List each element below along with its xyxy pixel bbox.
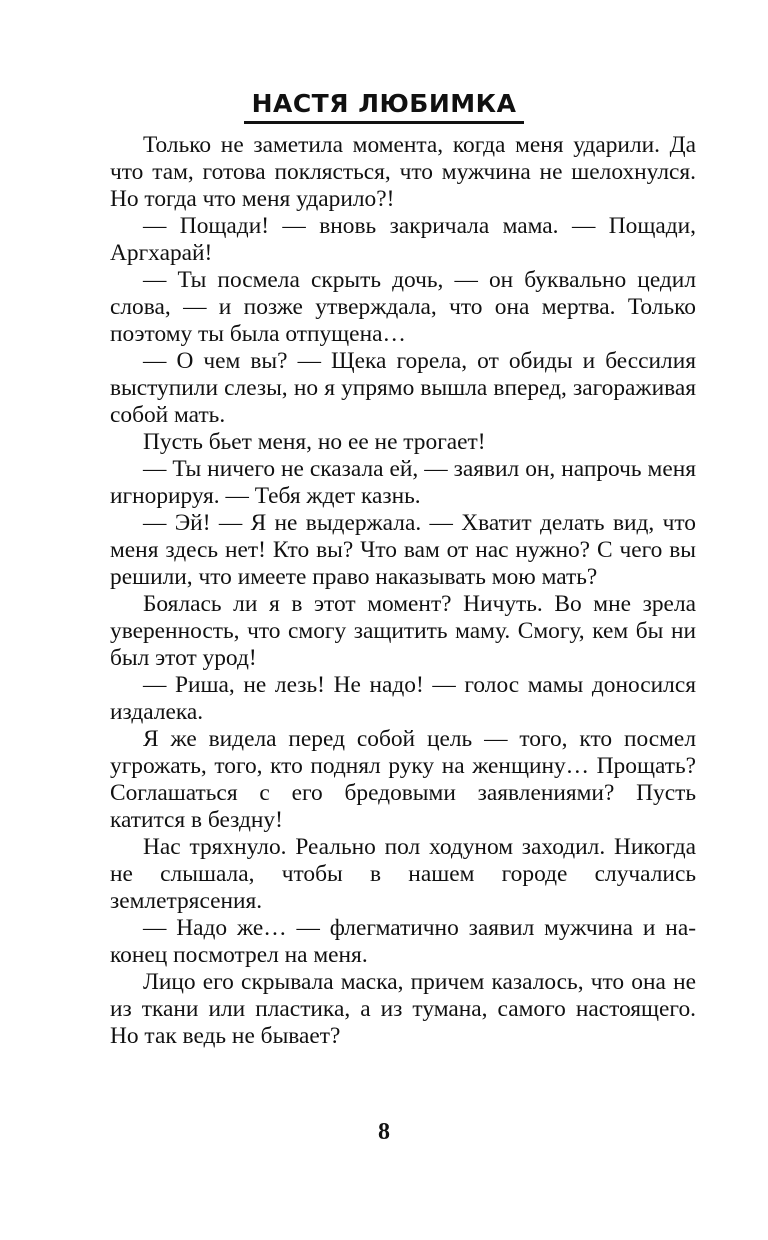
- paragraph: Пусть бьет меня, но ее не трогает!: [143, 429, 486, 455]
- paragraph: — О чем вы? — Щека горела, от обиды и бессилия выступили слезы, но я упрямо вышла вперед, загораживая собой мать.: [110, 348, 696, 428]
- paragraph: Только не заметила момента, когда меня ударили. Да что там, готова поклясться, что мужчина не шелохнулся. Но тогда что меня ударило?!: [110, 132, 696, 212]
- running-head-title: НАСТЯ ЛЮБИМКА: [244, 88, 525, 124]
- paragraph: Боялась ли я в этот момент? Ничуть. Во мне зрела уверенность, что смогу защитить маму. Смогу, кем бы ни был этот урод!: [110, 591, 696, 671]
- paragraph: — Риша, не лезь! Не надо! — голос мамы доносился издалека.: [110, 672, 696, 725]
- paragraph: — Эй! — Я не выдержала. — Хватит делать вид, что меня здесь нет! Кто вы? Что вам от нас нужно? С чего вы решили, что имеете право наказывать мою мать?: [110, 510, 696, 590]
- running-head: [0, 88, 768, 124]
- paragraph: — Ты посмела скрыть дочь, — он буквально цедил слова, — и позже утверждала, что она мертва. Только поэтому ты была отпущена…: [110, 267, 696, 347]
- page-number: 8: [378, 1119, 390, 1145]
- paragraph: — Ты ничего не сказала ей, — заявил он, напрочь меня игнорируя. — Тебя ждет казнь.: [110, 456, 696, 509]
- paragraph: Лицо его скрывала маска, причем казалось, что она не из ткани или пластика, а из тумана, самого настоящего. Но так ведь не бывает?: [110, 969, 696, 1049]
- body-text: [110, 132, 696, 1050]
- paragraph: Я же видела перед собой цель — того, кто посмел угрожать, того, кто поднял руку на женщину… Прощать? Соглашаться с его бредовыми заявлениями? Пусть катится в бездну!: [110, 726, 696, 833]
- paragraph: Нас тряхнуло. Реально пол ходуном заходил. Никогда не слышала, чтобы в нашем городе случались землетрясения.: [110, 834, 696, 914]
- paragraph: — Надо же… — флегматично заявил мужчина и наконец посмотрел на меня.: [110, 915, 696, 968]
- paragraph: — Пощади! — вновь закричала мама. — Пощади, Аргхарай!: [110, 213, 696, 266]
